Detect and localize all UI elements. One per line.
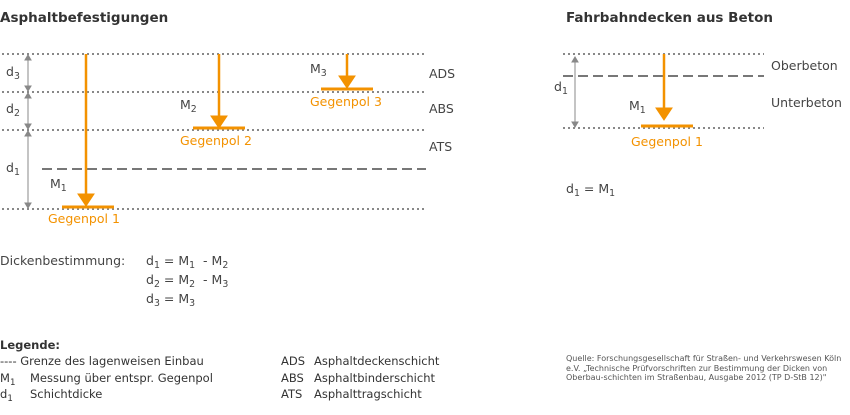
dimension-d3 — [25, 55, 31, 91]
legend-text-ads: Asphaltdeckenschicht — [314, 354, 440, 368]
legend-item-measurement-text: Messung über entspr. Gegenpol — [30, 371, 213, 385]
legend-item-measurement: $M_1$ — [0, 371, 16, 388]
label-gegenpol-2: Gegenpol 2 — [180, 133, 252, 148]
legend-item-thickness: $d_1$ — [0, 387, 13, 404]
layer-label-oberbeton: Oberbeton — [771, 58, 838, 73]
label-gegenpol-3: Gegenpol 3 — [310, 94, 382, 109]
dimension-d2 — [25, 93, 31, 129]
legend-item-boundary: ---- Grenze des lagenweisen Einbau — [0, 354, 204, 368]
legend-abbr-ads: ADS — [281, 354, 306, 368]
legend-text-ats: Asphalttragschicht — [314, 387, 422, 401]
label-gegenpol-1: Gegenpol 1 — [48, 211, 120, 226]
formula-line-1: $d_1 = M_1 - M_2$ — [146, 253, 229, 271]
label-d2: $d_2$ — [6, 101, 20, 119]
dickenbestimmung-label: Dickenbestimmung: — [0, 253, 126, 268]
dimension-d1 — [25, 131, 31, 208]
label-m3: $M_3$ — [310, 61, 327, 79]
dimension-right-d1 — [572, 57, 578, 127]
label-right-d1: $d_1$ — [554, 79, 568, 97]
layer-label-ads: ADS — [429, 66, 456, 81]
legend-item-thickness-text: Schichtdicke — [30, 387, 103, 401]
label-right-m1: $M_1$ — [629, 98, 646, 116]
source-note: Quelle: Forschungsgesellschaft für Straßen- und Verkehrswesen Köln e.V. „Technische Prüfvorschriften zur Bestimmung der Dicken von Oberbau-schichten im Straßenbau, Ausgabe 2012 (TP D-StB 12)" — [566, 354, 842, 383]
right-title: Fahrbahndecken aus Beton — [566, 10, 773, 26]
label-m2: $M_2$ — [180, 97, 197, 115]
label-m1: $M_1$ — [50, 176, 67, 194]
layer-label-unterbeton: Unterbeton — [771, 95, 842, 110]
label-right-gegenpol-1: Gegenpol 1 — [631, 134, 703, 149]
formula-line-2: $d_2 = M_2 - M_3$ — [146, 272, 229, 290]
legend-abbr-ats: ATS — [281, 387, 303, 401]
legend-abbr-abs: ABS — [281, 371, 304, 385]
layer-label-abs: ABS — [429, 101, 454, 116]
legend-text-abs: Asphaltbinderschicht — [314, 371, 436, 385]
legend-title: Legende: — [0, 338, 60, 352]
left-title: Asphaltbefestigungen — [0, 10, 169, 26]
layer-label-ats: ATS — [429, 139, 453, 154]
measurement-arrow-m3 — [321, 54, 373, 89]
right-formula: $d_1 = M_1$ — [566, 181, 616, 199]
label-d3: $d_3$ — [6, 64, 20, 82]
label-d1: $d_1$ — [6, 160, 20, 178]
formula-line-3: $d_3 = M_3$ — [146, 291, 196, 309]
measurement-arrow-right-m1 — [641, 54, 693, 126]
